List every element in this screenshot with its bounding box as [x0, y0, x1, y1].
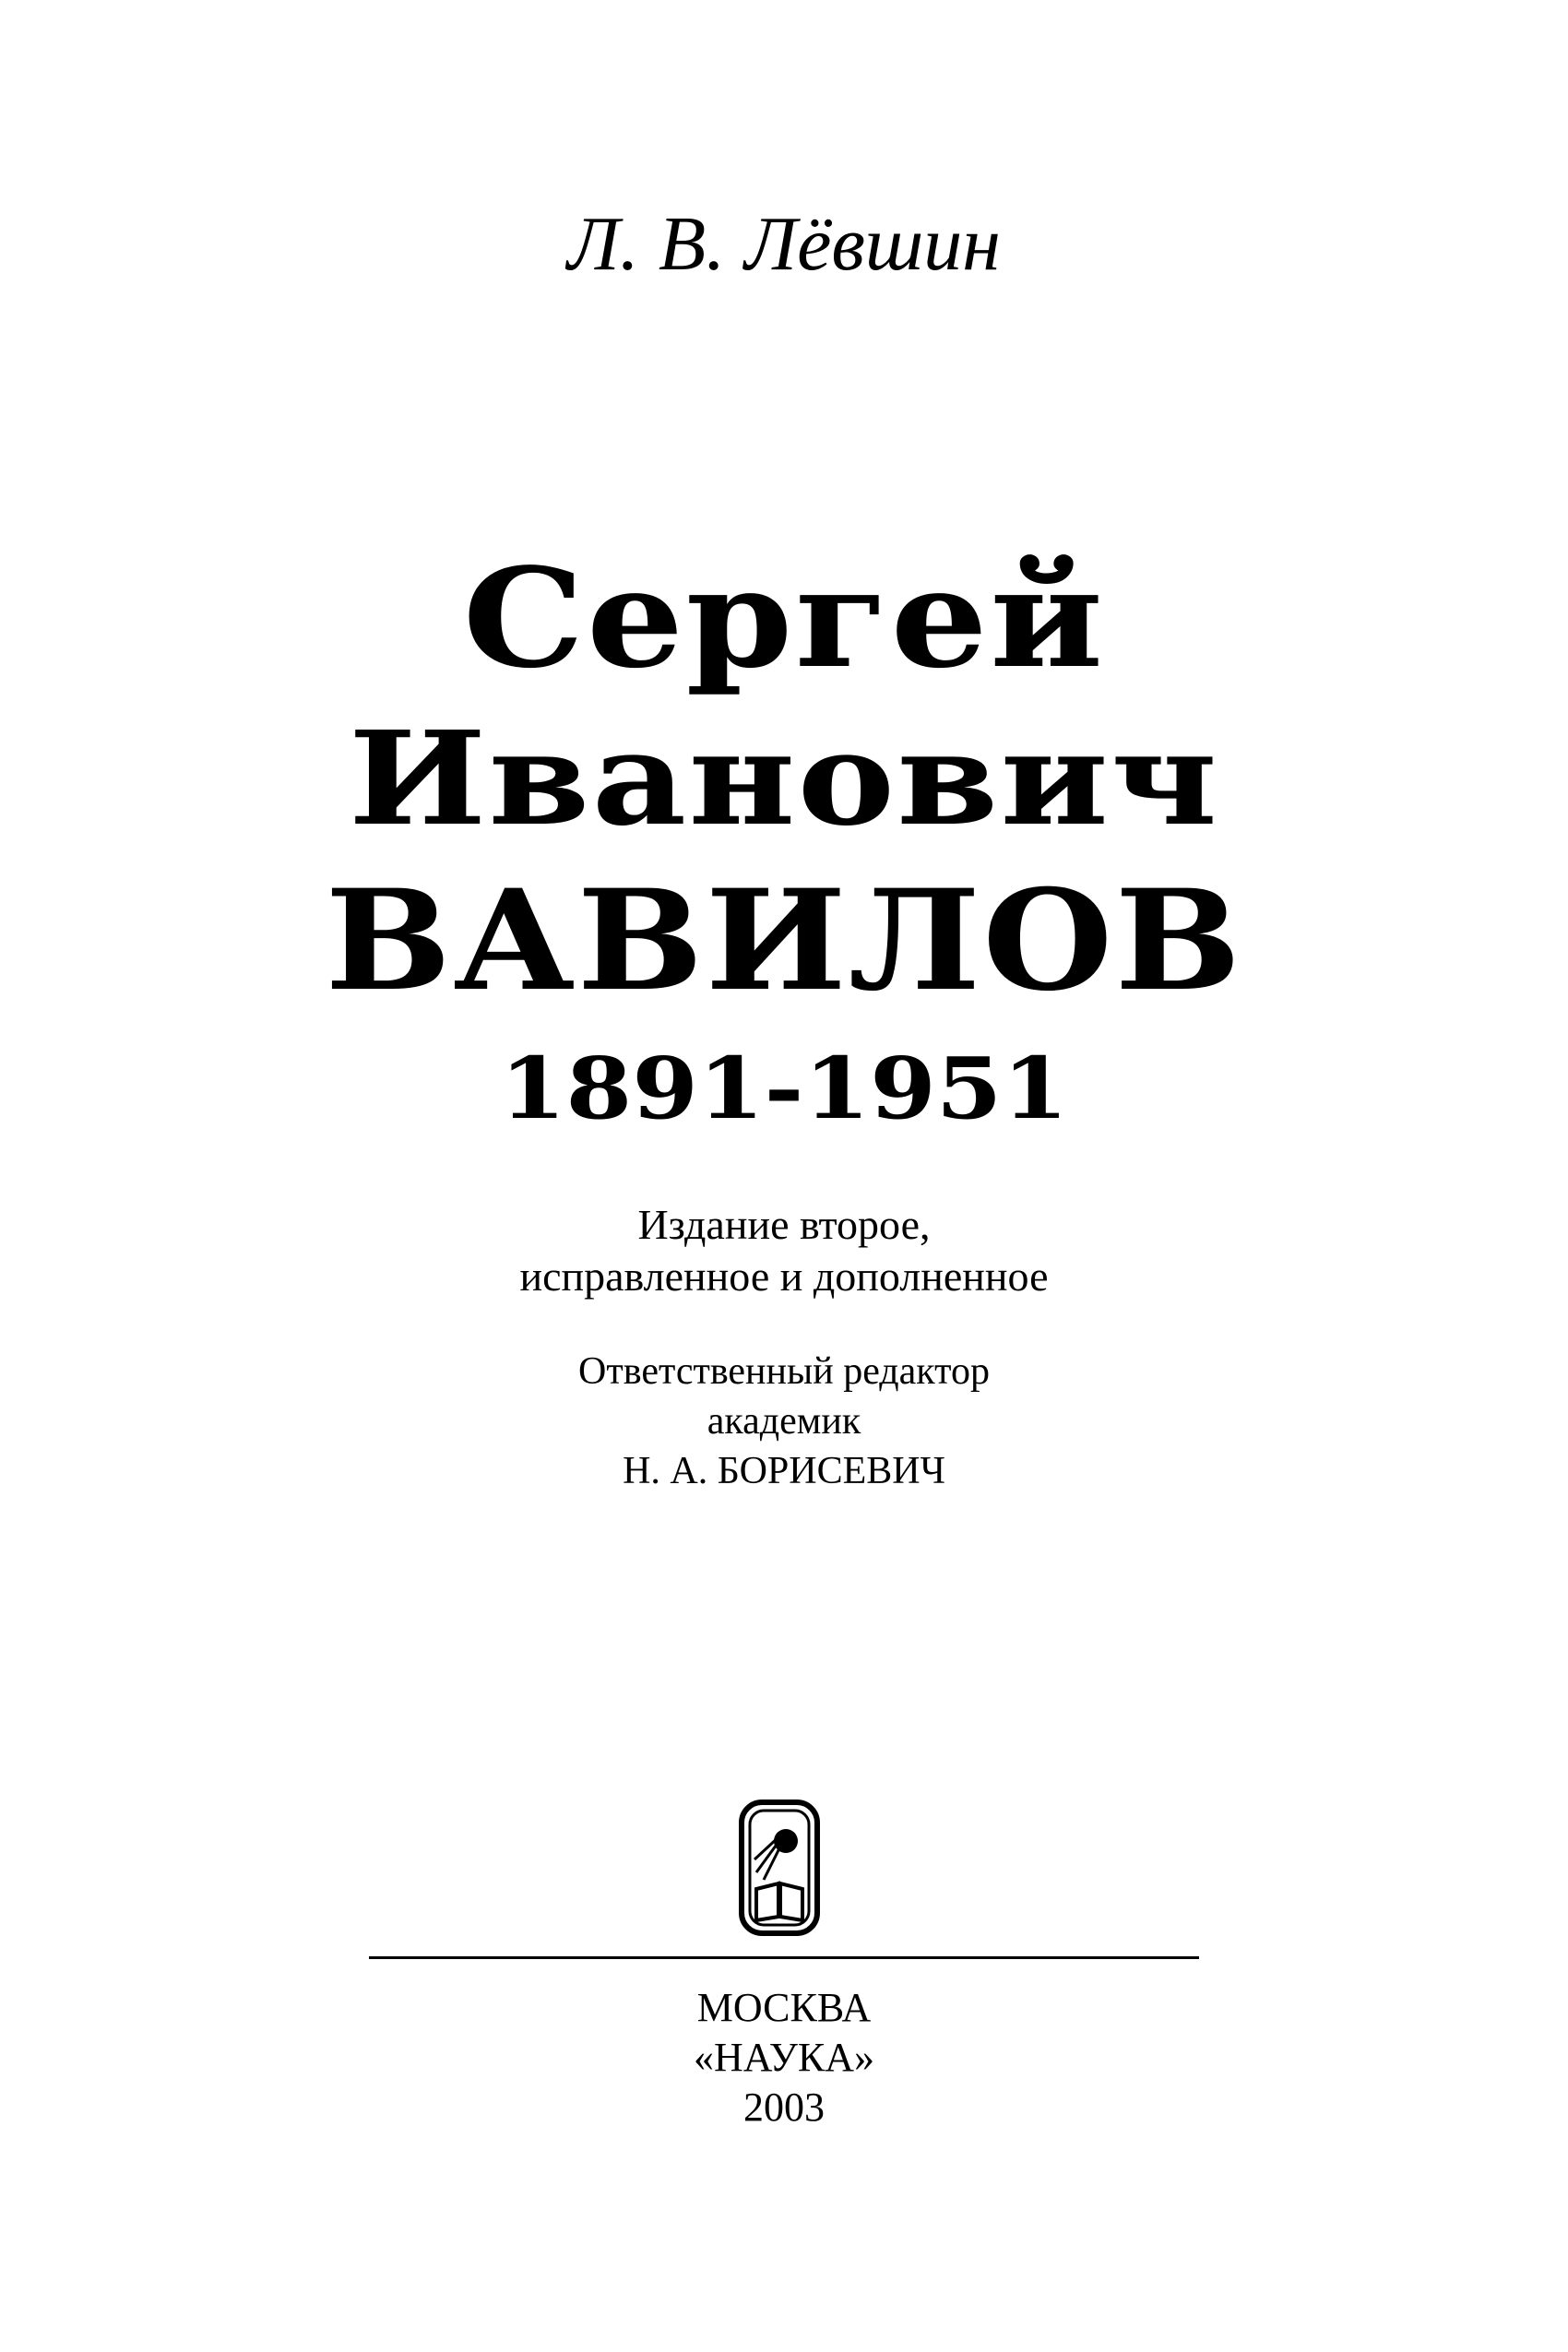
title-patronymic: Иванович	[348, 704, 1220, 855]
edition-note	[0, 1199, 1568, 1302]
editor-name: Н. А. БОРИСЕВИЧ	[623, 1450, 945, 1492]
imprint-publisher: «НАУКА»	[694, 2035, 874, 2080]
title-first-name: Сергей	[462, 538, 1106, 698]
imprint-block	[0, 1983, 1568, 2132]
horizontal-rule	[369, 1956, 1199, 1959]
editor-title: академик	[707, 1400, 861, 1443]
life-years: 1891-1951	[499, 1039, 1069, 1138]
author-name: Л. В. Лёвшин	[567, 201, 1001, 287]
imprint-city: МОСКВА	[696, 1985, 872, 2030]
edition-line-1: Издание второе,	[637, 1201, 931, 1248]
edition-line-2: исправленное и дополненное	[519, 1253, 1049, 1300]
editor-block	[0, 1347, 1568, 1496]
title-surname: ВАВИЛОВ	[325, 860, 1243, 1022]
open-book-emblem-icon	[738, 1799, 821, 1937]
imprint-year: 2003	[743, 2085, 825, 2130]
editor-role: Ответственный редактор	[578, 1350, 990, 1393]
